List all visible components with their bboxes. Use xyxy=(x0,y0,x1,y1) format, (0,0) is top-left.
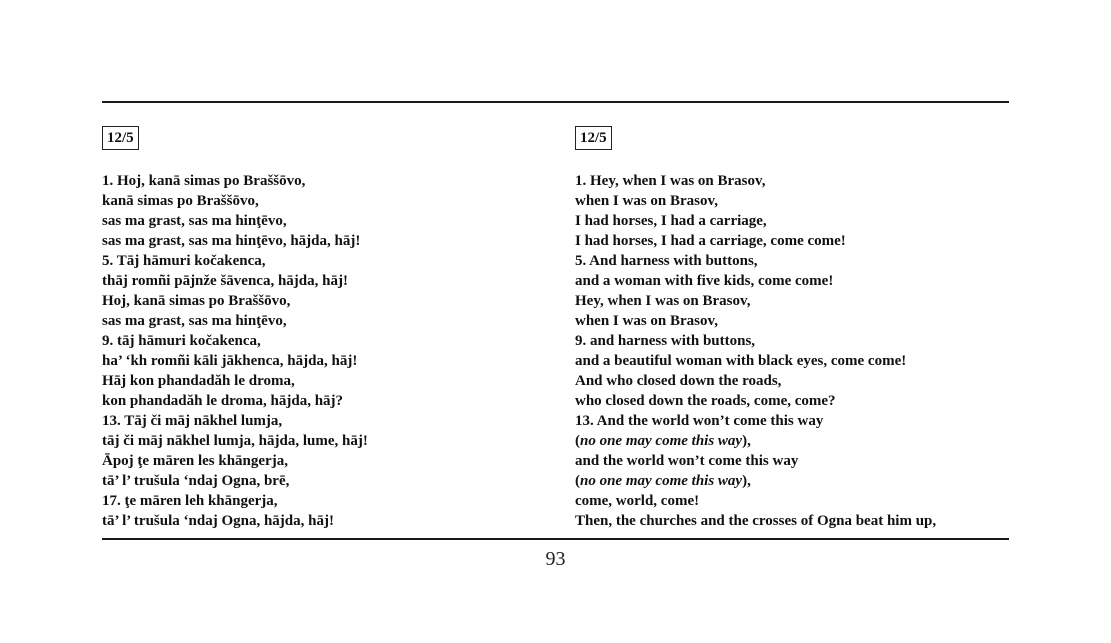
verse-line: sas ma grast, sas ma hinţēvo, hājda, hāj! xyxy=(102,233,361,249)
page-number: 93 xyxy=(545,548,566,570)
english-verse-lines xyxy=(575,171,1009,531)
verse-line: Hāj kon phandadăh le droma, xyxy=(102,373,295,389)
translation-line: come, world, come! xyxy=(575,493,700,509)
translation-line: and a beautiful woman with black eyes, come come! xyxy=(575,353,907,369)
verse-line: 17. ţe māren leh khāngerja, xyxy=(102,493,278,509)
translation-line: who closed down the roads, come, come? xyxy=(575,393,836,409)
verse-line: Āpoj ţe māren les khāngerja, xyxy=(102,453,288,469)
verse-line: tā’ l’ trušula ‘ndaj Ogna, hājda, hāj! xyxy=(102,513,334,529)
verse-line: 1. Hoj, kanā simas po Braššōvo, xyxy=(102,173,306,189)
translation-line: 13. And the world won’t come this way xyxy=(575,413,824,429)
verse-line: Hoj, kanā simas po Braššōvo, xyxy=(102,293,291,309)
translation-line: I had horses, I had a carriage, come come! xyxy=(575,233,846,249)
translation-line: I had horses, I had a carriage, xyxy=(575,213,767,229)
translation-line: Hey, when I was on Brasov, xyxy=(575,293,751,309)
aside-italic-text: no one may come this way xyxy=(580,433,743,449)
aside-close: ), xyxy=(742,433,751,449)
english-column xyxy=(575,126,1009,531)
verse-line: kon phandadăh le droma, hājda, hāj? xyxy=(102,393,344,409)
verse-line: tā’ l’ trušula ‘ndaj Ogna, brē, xyxy=(102,473,290,489)
verse-line: ha’ ‘kh romñi kāli jākhenca, hājda, hāj! xyxy=(102,353,358,369)
verse-line: 13. Tāj či māj nākhel lumja, xyxy=(102,413,283,429)
translation-line: 1. Hey, when I was on Brasov, xyxy=(575,173,766,189)
aside-italic-text: no one may come this way xyxy=(580,473,743,489)
song-reference-box: 12/5 xyxy=(575,126,612,150)
translation-line-aside xyxy=(575,431,1009,451)
verse-line: sas ma grast, sas ma hinţēvo, xyxy=(102,213,287,229)
verse-line: kanā simas po Braššōvo, xyxy=(102,193,259,209)
aside-open: ( xyxy=(575,433,580,449)
translation-line: 9. and harness with buttons, xyxy=(575,333,756,349)
translation-line-aside xyxy=(575,471,1009,491)
aside-open: ( xyxy=(575,473,580,489)
verse-line: 9. tāj hāmuri kočakenca, xyxy=(102,333,261,349)
song-reference-box: 12/5 xyxy=(102,126,139,150)
translation-line: when I was on Brasov, xyxy=(575,313,718,329)
romani-column xyxy=(102,126,542,531)
translation-line: when I was on Brasov, xyxy=(575,193,718,209)
translation-line: 5. And harness with buttons, xyxy=(575,253,758,269)
top-rule xyxy=(102,101,1009,103)
bottom-rule xyxy=(102,538,1009,540)
verse-line: sas ma grast, sas ma hinţēvo, xyxy=(102,313,287,329)
verse-line: tāj či māj nākhel lumja, hājda, lume, hāj! xyxy=(102,433,368,449)
translation-line: And who closed down the roads, xyxy=(575,373,782,389)
translation-line: Then, the churches and the crosses of Ogna beat him up, xyxy=(575,513,937,529)
romani-verse-lines xyxy=(102,171,542,531)
translation-line: and a woman with five kids, come come! xyxy=(575,273,834,289)
translation-line: and the world won’t come this way xyxy=(575,453,799,469)
verse-line: 5. Tāj hāmuri kočakenca, xyxy=(102,253,266,269)
verse-line: thāj romñi pājnže šāvenca, hājda, hāj! xyxy=(102,273,348,289)
aside-close: ), xyxy=(742,473,751,489)
